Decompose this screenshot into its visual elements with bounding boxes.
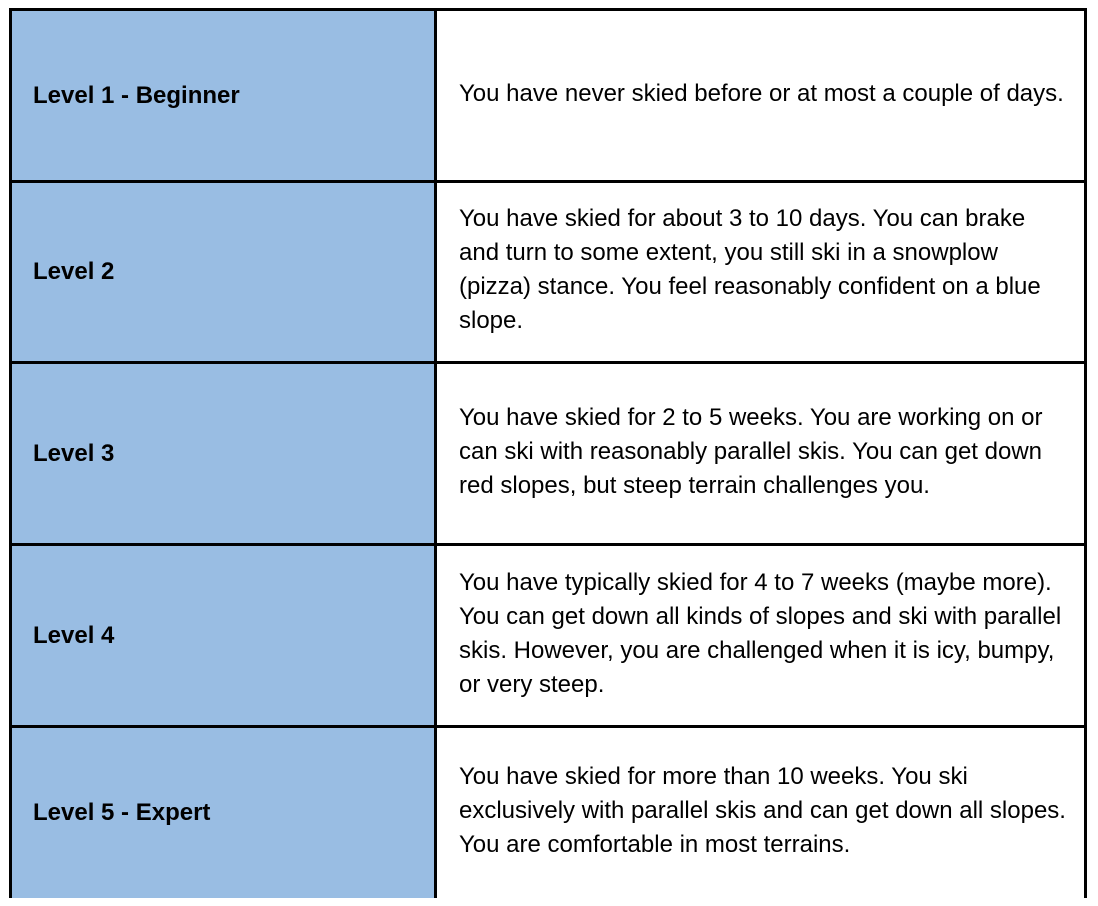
level-label-cell	[12, 183, 434, 361]
level-label-cell	[12, 546, 434, 725]
level-description-cell	[437, 183, 1084, 361]
ski-levels-table	[9, 8, 1087, 898]
level-description-cell	[437, 728, 1084, 898]
level-description: You have never skied before or at most a couple of days.	[459, 79, 1064, 107]
level-label: Level 5 - Expert	[33, 799, 211, 826]
level-label: Level 4	[33, 621, 115, 649]
level-description-cell	[437, 546, 1084, 725]
level-description: You have skied for more than 10 weeks. You ski exclusively with parallel skis and can get down all slopes. You are comfortable in most terrains.	[459, 763, 1066, 858]
level-label: Level 2	[33, 258, 115, 285]
level-label: Level 3	[33, 439, 115, 467]
level-label-cell	[12, 11, 434, 180]
level-label-cell	[12, 728, 434, 898]
level-label: Level 1 - Beginner	[33, 81, 240, 109]
level-description: You have typically skied for 4 to 7 weeks (maybe more). You can get down all kinds of slopes and ski with parallel skis. However, you are challenged when it is icy, bumpy, or very steep.	[459, 568, 1062, 698]
level-description-cell	[437, 364, 1084, 543]
level-label-cell	[12, 364, 434, 543]
level-description-cell	[437, 11, 1084, 180]
level-description: You have skied for about 3 to 10 days. You can brake and turn to some extent, you still ski in a snowplow (pizza) stance. You feel reasonably confident on a blue slope.	[459, 205, 1041, 334]
level-description: You have skied for 2 to 5 weeks. You are working on or can ski with reasonably parallel skis. You can get down red slopes, but steep terrain challenges you.	[459, 403, 1043, 499]
